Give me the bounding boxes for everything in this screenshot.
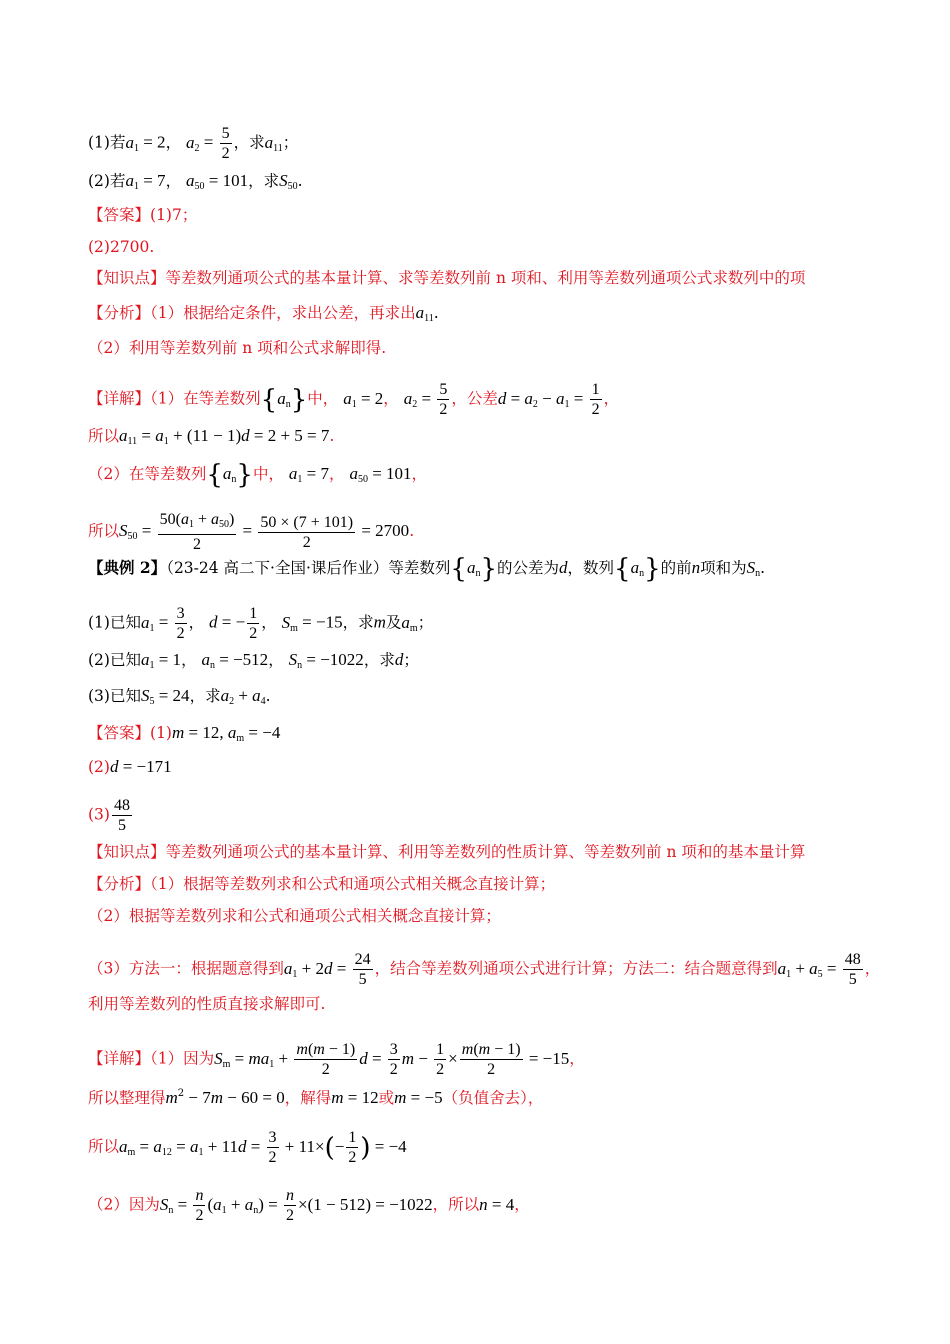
ex1-analysis-1: 【分析】（1）根据给定条件，求出公差，再求出$a_{11}$. — [88, 303, 439, 324]
ex2-knowledge: 【知识点】等差数列通项公式的基本量计算、利用等差数列的性质计算、等差数列前 n 项和的基本量计算 — [88, 843, 806, 861]
ex2-detail-1: 【详解】（1）因为$S_m = ma_1$ + $\frac{m(m - 1)}{2}$ d = $\frac{3}{2}$ m − $\frac{1}{2}$ × $\frac{m(m - 1)}{2}$ = −15， — [88, 1041, 585, 1078]
ex2-detail-2: 所以整理得$m^2 - 7m - 60 = 0$，解得m = 12或m = −5（负值舍去）， — [88, 1088, 544, 1107]
ex1-detail-2: 所以$a_{11} = a_1 + (11 - 1)d = 2 + 5 = 7$. — [88, 426, 335, 447]
ex2-question-1: (1)已知$a_1$ = $\frac{3}{2}$ ， d = − $\frac{1}{2}$ ， $S_m = -15$，求m及$a_m$； — [88, 605, 434, 642]
ex1-question-2: (2)若$a_1 = 7$， $a_{50} = 101$，求$S_{50}$. — [88, 171, 303, 192]
ex2-answer-2: (2)d = −171 — [88, 757, 172, 776]
ex2-analysis-4: 利用等差数列的性质直接求解即可. — [88, 995, 326, 1013]
ex1-answer-2: (2)2700. — [88, 238, 155, 256]
ex1-answer: 【答案】(1)7； — [88, 206, 198, 224]
ex2-question-2: (2)已知$a_1 = 1$， $a_n = -512$， $S_n = -1022$，求d； — [88, 650, 419, 671]
ex2-analysis-3: （3）方法一：根据题意得到$a_1 + 2d$ = $\frac{24}{5}$ ，结合等差数列通项公式进行计算；方法二：结合题意得到$a_1 + a_5$ = $\frac{48}{5}$ ， — [88, 951, 881, 988]
ex1-question-1: (1)若$a_1 = 2$， $a_2$ = $\frac{5}{2}$ ，求$a_{11}$； — [88, 125, 299, 162]
ex1-analysis-2: （2）利用等差数列前 n 项和公式求解即得. — [88, 339, 387, 357]
ex1-knowledge: 【知识点】等差数列通项公式的基本量计算、求等差数列前 n 项和、利用等差数列通项公式求数列中的项 — [88, 269, 806, 287]
ex1-detail-3: （2）在等差数列$\{a_n\}$中， $a_1 = 7$， $a_{50} = 101$， — [88, 460, 428, 490]
ex2-analysis-2: （2）根据等差数列求和公式和通项公式相关概念直接计算； — [88, 907, 501, 925]
ex2-answer-3: (3) $\frac{48}{5}$ — [88, 797, 130, 834]
ex2-answer-1: 【答案】(1)m = 12, $a_m = -4$ — [88, 723, 281, 744]
ex1-detail-1: 【详解】（1）在等差数列$\{a_n\}$中， $a_1 = 2$， $a_2$ = $\frac{5}{2}$ ，公差$d = a_2 - a_1$ = $\frac{1}{2}$ ， — [88, 381, 620, 418]
ex2-question-3: (3)已知$S_5 = 24$，求$a_2 + a_4$. — [88, 686, 271, 707]
ex2-detail-3: 所以$a_m = a_{12} = a_1 + 11d$ = $\frac{3}{2}$ + 11×(− $\frac{1}{2}$ ) = −4 — [88, 1129, 407, 1166]
ex2-detail-4: （2）因为$S_n$ = $\frac{n}{2}$ $(a_1 + a_n)$ = $\frac{n}{2}$ ×(1 − 512) = −1022，所以n = 4， — [88, 1187, 530, 1224]
ex1-detail-4: 所以$S_{50}$ = $\frac{50(a_1 + a_{50})}{2}$ = $\frac{50 \times (7 + 101)}{2}$ = 2700. — [88, 511, 415, 553]
ex2-analysis-1: 【分析】（1）根据等差数列求和公式和通项公式相关概念直接计算； — [88, 875, 556, 893]
ex2-title: 【典例 2】（23-24 高二下·全国·课后作业）等差数列$\{a_n\}$的公差为d，数列$\{a_n\}$的前n项和为$S_n$. — [88, 554, 766, 584]
